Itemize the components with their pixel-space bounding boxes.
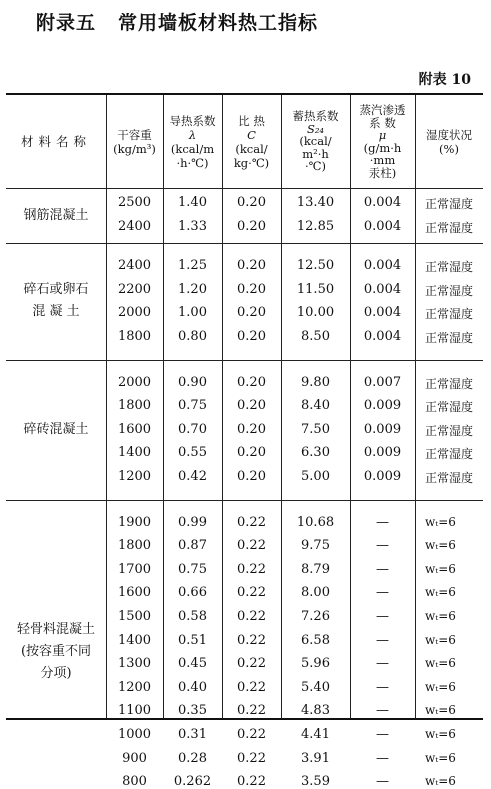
density-value: 2200	[117, 281, 152, 297]
specific-heat-value: 0.22	[237, 585, 266, 601]
humidity-value: wₜ=6	[425, 561, 456, 576]
heat-storage-value: 8.50	[301, 329, 330, 344]
specific-heat-value: 0.22	[237, 632, 266, 648]
humidity-value: wₜ=6	[425, 609, 456, 623]
density-value: 1300	[117, 656, 152, 672]
specific-heat-header-line: 比 热	[238, 113, 265, 128]
heat-storage-value: 12.50	[296, 258, 335, 274]
vapor-permeability-value: —	[376, 514, 389, 530]
vapor-permeability-value: —	[376, 585, 389, 601]
vapor-permeability-value: —	[376, 609, 389, 624]
material-name: 碎砖混凝土	[23, 421, 89, 437]
heat-storage-value: 5.96	[301, 656, 330, 672]
density-value: 1000	[117, 727, 152, 742]
density-header-line: 干容重	[117, 127, 152, 142]
conductivity-value: 0.28	[178, 750, 207, 766]
humidity-value: 正常湿度	[425, 307, 474, 322]
title-text: 常用墙板材料热工指标	[118, 12, 319, 34]
table-number: 附表 10	[418, 72, 471, 88]
specific-heat-value: 0.20	[237, 281, 266, 297]
heat-storage-value: 8.79	[301, 561, 330, 577]
specific-heat-value: 0.22	[237, 774, 266, 789]
conductivity-value: 1.20	[178, 281, 207, 297]
vapor-permeability-value: 0.009	[363, 398, 402, 414]
table-top-rule	[6, 93, 483, 95]
material-name: 轻骨料混凝土	[16, 622, 95, 638]
conductivity-value: 0.40	[178, 679, 207, 695]
conductivity-value: 0.55	[178, 445, 207, 461]
vapor-permeability-value: —	[376, 632, 389, 648]
humidity-header-line: 湿度状况	[426, 127, 472, 142]
humidity-value: wₜ=6	[425, 656, 456, 671]
density-value: 900	[122, 750, 147, 766]
vapor-permeability-value: 0.004	[363, 329, 402, 344]
material-name: 钢筋混凝土	[23, 207, 89, 223]
specific-heat-value: 0.22	[237, 703, 266, 719]
humidity-value: 正常湿度	[425, 376, 474, 391]
humidity-value: wₜ=6	[425, 774, 456, 789]
humidity-value: 正常湿度	[425, 423, 474, 438]
conductivity-header-line: λ	[188, 127, 197, 142]
humidity-value: 正常湿度	[425, 260, 474, 275]
heat-storage-value: 4.41	[301, 727, 330, 742]
density-value: 1600	[117, 585, 152, 601]
humidity-value: 正常湿度	[425, 471, 474, 485]
density-value: 1800	[117, 538, 152, 554]
density-value: 1900	[117, 514, 152, 530]
vapor-permeability-value: 0.004	[363, 281, 402, 297]
vapor-permeability-value: —	[376, 679, 389, 695]
humidity-value: wₜ=6	[425, 585, 456, 600]
density-value: 1800	[117, 329, 152, 344]
material-header	[6, 135, 106, 149]
specific-heat-header-line: C	[247, 127, 256, 142]
density-value: 1100	[117, 703, 152, 719]
humidity-value: wₜ=6	[425, 727, 456, 741]
specific-heat-header-line: (kcal/	[235, 141, 268, 156]
conductivity-value: 1.33	[178, 218, 207, 234]
material-name: 分项)	[40, 666, 72, 682]
specific-heat-value: 0.22	[237, 514, 266, 530]
specific-heat-value: 0.20	[237, 421, 266, 437]
vapor-permeability-header-line: 汞柱)	[368, 165, 397, 180]
heat-storage-header-line: ·℃)	[304, 159, 326, 174]
material-name: 混 凝 土	[32, 304, 80, 320]
vapor-permeability-header-line: μ	[378, 128, 387, 142]
specific-heat-header	[222, 114, 281, 170]
specific-heat-value: 0.20	[237, 398, 266, 414]
density-value: 2400	[117, 218, 152, 234]
specific-heat-value: 0.22	[237, 656, 266, 672]
heat-storage-header-line: m²·h	[302, 146, 329, 161]
vapor-permeability-value: —	[376, 656, 389, 672]
heat-storage-header-line: S₂₄	[306, 121, 325, 136]
specific-heat-value: 0.20	[237, 329, 266, 344]
vapor-permeability-value: 0.007	[363, 374, 402, 390]
density-value: 1700	[117, 561, 152, 577]
humidity-value: 正常湿度	[425, 283, 474, 298]
heat-storage-value: 10.68	[296, 514, 335, 530]
conductivity-value: 1.40	[178, 195, 207, 210]
density-value: 1200	[117, 469, 152, 484]
group-divider	[6, 500, 483, 501]
vapor-permeability-value: —	[376, 538, 389, 554]
heat-storage-value: 12.85	[296, 218, 335, 234]
specific-heat-value: 0.22	[237, 727, 266, 742]
conductivity-value: 0.80	[178, 329, 207, 344]
conductivity-value: 0.262	[173, 774, 212, 789]
specific-heat-value: 0.22	[237, 538, 266, 554]
humidity-value: wₜ=6	[425, 703, 456, 718]
density-value: 1400	[117, 445, 152, 461]
density-value: 1500	[117, 609, 152, 624]
conductivity-value: 1.25	[178, 258, 207, 274]
conductivity-value: 0.90	[178, 374, 207, 390]
specific-heat-value: 0.20	[237, 218, 266, 234]
vapor-permeability-value: 0.009	[363, 469, 402, 484]
conductivity-value: 0.58	[178, 609, 207, 624]
humidity-value: 正常湿度	[425, 197, 474, 211]
specific-heat-value: 0.22	[237, 750, 266, 766]
density-value: 2000	[117, 305, 152, 321]
heat-storage-header-line: (kcal/	[299, 134, 332, 149]
material-name: (按容重不同	[20, 644, 92, 660]
specific-heat-value: 0.20	[237, 445, 266, 461]
material-header-line: 材料名称	[20, 133, 91, 149]
conductivity-header-line: (kcal/m	[170, 141, 215, 156]
vapor-permeability-header-line: 系 数	[369, 115, 396, 130]
humidity-value: wₜ=6	[425, 679, 456, 694]
heat-storage-value: 5.00	[301, 469, 330, 484]
specific-heat-value: 0.22	[237, 609, 266, 624]
heat-storage-value: 9.75	[301, 538, 330, 554]
density-value: 1200	[117, 679, 152, 695]
heat-storage-value: 7.50	[301, 421, 330, 437]
vapor-permeability-value: —	[376, 727, 389, 742]
specific-heat-value: 0.22	[237, 561, 266, 577]
conductivity-header	[163, 114, 222, 170]
heat-storage-value: 10.00	[296, 305, 335, 321]
heat-storage-value: 13.40	[296, 195, 335, 210]
specific-heat-value: 0.20	[237, 305, 266, 321]
vapor-permeability-value: —	[376, 703, 389, 719]
density-value: 2000	[117, 374, 152, 390]
vapor-permeability-value: —	[376, 774, 389, 789]
conductivity-value: 0.51	[178, 632, 207, 648]
heat-storage-value: 3.91	[301, 750, 330, 766]
conductivity-header-line: 导热系数	[169, 113, 216, 128]
specific-heat-header-line: kg·℃)	[233, 155, 270, 170]
heat-storage-value: 8.00	[301, 585, 330, 601]
material-name: 碎石或卵石	[23, 282, 89, 298]
heat-storage-value: 11.50	[296, 281, 335, 297]
humidity-header-line: (%)	[439, 141, 459, 156]
conductivity-value: 0.87	[178, 538, 207, 554]
conductivity-value: 0.35	[178, 703, 207, 719]
heat-storage-value: 5.40	[301, 679, 330, 695]
density-value: 2500	[117, 195, 152, 210]
conductivity-value: 0.42	[178, 469, 207, 484]
header-divider	[6, 188, 483, 189]
humidity-value: 正常湿度	[425, 400, 474, 415]
heat-storage-value: 3.59	[301, 774, 330, 789]
humidity-header	[415, 128, 483, 156]
vapor-permeability-value: 0.004	[363, 218, 402, 234]
specific-heat-value: 0.20	[237, 258, 266, 274]
specific-heat-value: 0.20	[237, 374, 266, 390]
density-value: 2400	[117, 258, 152, 274]
conductivity-value: 0.45	[178, 656, 207, 672]
density-value: 1800	[117, 398, 152, 414]
conductivity-value: 0.99	[178, 514, 207, 530]
conductivity-value: 0.70	[178, 421, 207, 437]
vapor-permeability-value: 0.004	[363, 258, 402, 274]
group-divider	[6, 243, 483, 244]
vapor-permeability-value: 0.004	[363, 195, 402, 210]
density-value: 1600	[117, 421, 152, 437]
specific-heat-value: 0.20	[237, 195, 266, 210]
heat-storage-value: 6.58	[301, 632, 330, 648]
heat-storage-header-line: 蓄热系数	[292, 109, 339, 124]
vapor-permeability-value: 0.009	[363, 421, 402, 437]
density-header-line: (kg/m³)	[113, 141, 156, 156]
density-value: 1400	[117, 632, 152, 648]
humidity-value: 正常湿度	[425, 447, 474, 462]
humidity-value: wₜ=6	[425, 514, 456, 529]
heat-storage-value: 6.30	[301, 445, 330, 461]
vapor-permeability-value: —	[376, 750, 389, 766]
conductivity-value: 0.31	[178, 727, 207, 742]
heat-storage-value: 8.40	[301, 398, 330, 414]
humidity-value: 正常湿度	[425, 331, 474, 345]
appendix-label: 附录五	[36, 12, 97, 34]
group-divider	[6, 360, 483, 361]
specific-heat-value: 0.20	[237, 469, 266, 484]
humidity-value: wₜ=6	[425, 750, 456, 765]
heat-storage-header	[281, 110, 350, 173]
page-title	[36, 8, 318, 35]
density-header	[106, 128, 163, 156]
vapor-permeability-value: 0.009	[363, 445, 402, 461]
conductivity-value: 1.00	[178, 305, 207, 321]
vapor-permeability-header	[350, 104, 415, 179]
conductivity-value: 0.75	[178, 398, 207, 414]
heat-storage-value: 4.83	[301, 703, 330, 719]
humidity-value: wₜ=6	[425, 632, 456, 647]
humidity-value: wₜ=6	[425, 538, 456, 553]
vapor-permeability-header-line: 蒸汽渗透	[359, 103, 406, 117]
vapor-permeability-header-line: ·mm	[369, 153, 396, 167]
specific-heat-value: 0.22	[237, 679, 266, 695]
density-value: 800	[122, 774, 147, 789]
heat-storage-value: 7.26	[301, 609, 330, 624]
vapor-permeability-value: 0.004	[363, 305, 402, 321]
conductivity-value: 0.75	[178, 561, 207, 577]
conductivity-header-line: ·h·℃)	[176, 155, 209, 170]
heat-storage-value: 9.80	[301, 374, 330, 390]
vapor-permeability-value: —	[376, 561, 389, 577]
vapor-permeability-header-line: (g/m·h	[363, 140, 402, 155]
humidity-value: 正常湿度	[425, 220, 474, 235]
conductivity-value: 0.66	[178, 585, 207, 601]
